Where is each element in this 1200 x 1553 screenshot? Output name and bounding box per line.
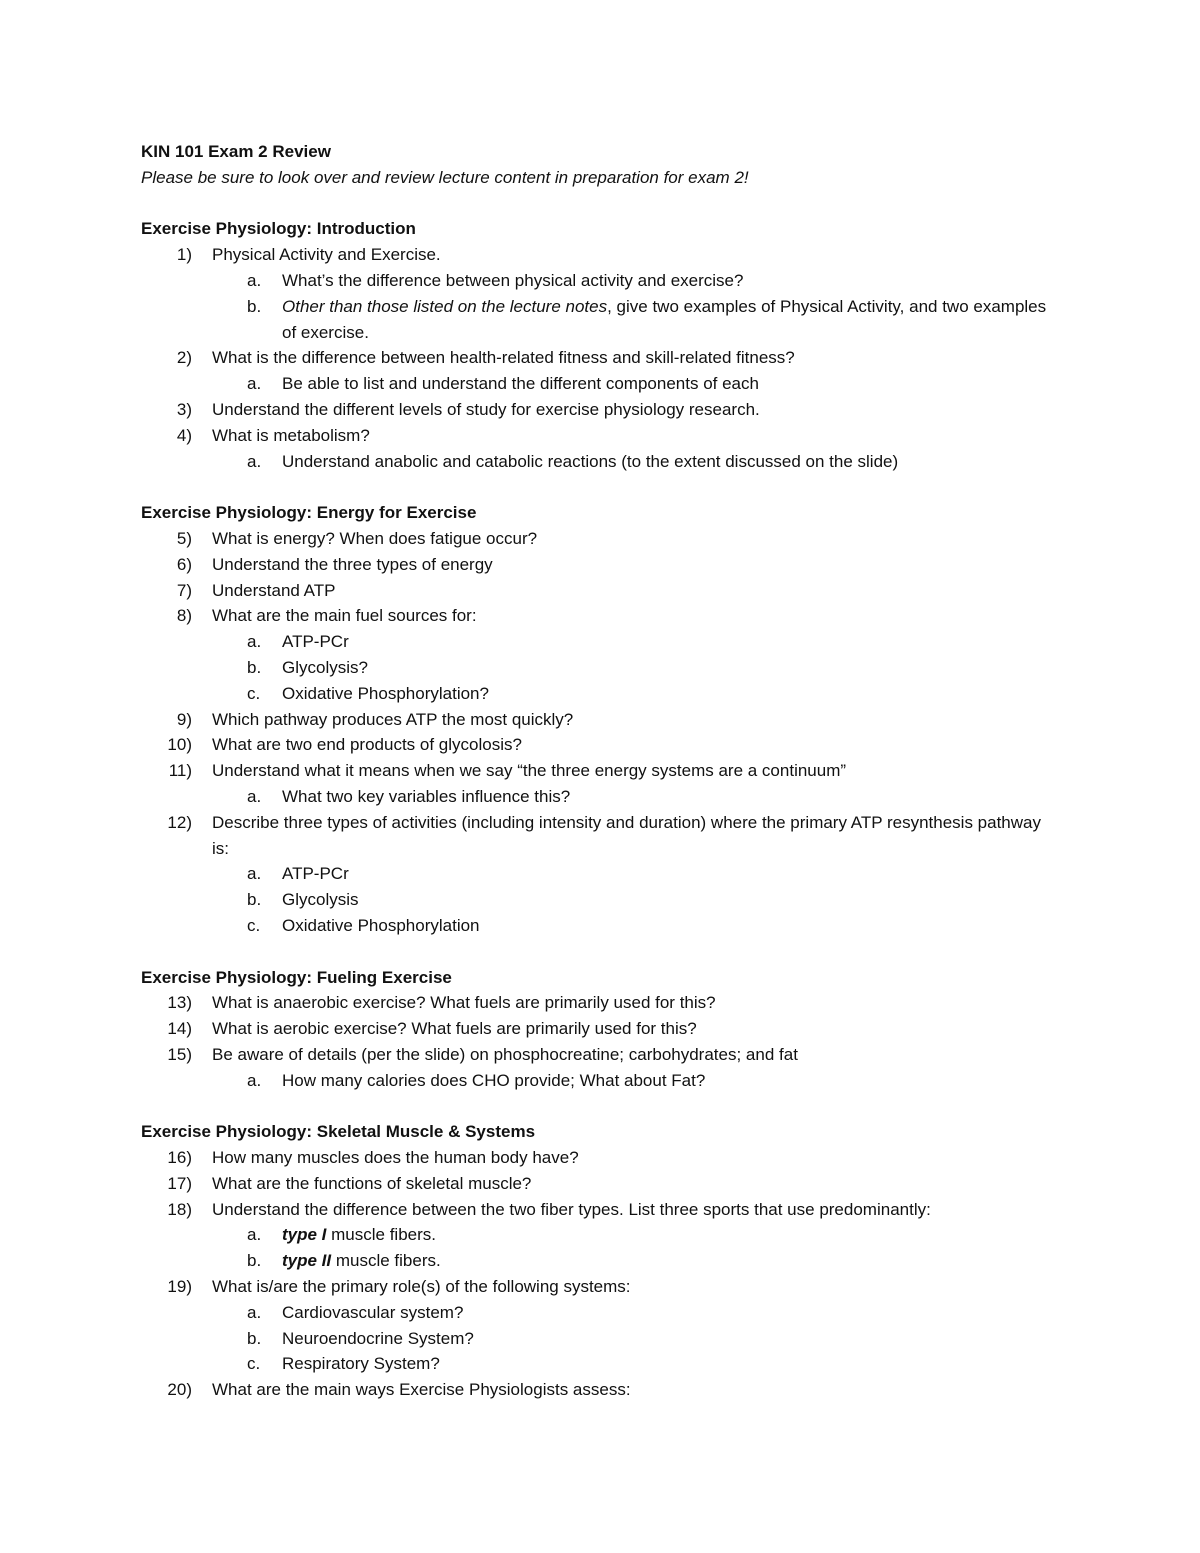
question-text: What is energy? When does fatigue occur? (212, 528, 538, 548)
sub-item (141, 268, 1061, 294)
question-item (141, 1171, 1061, 1197)
sub-item (141, 1222, 1061, 1248)
question-number: 1) (176, 245, 192, 265)
sub-item-emphasis: type I (282, 1225, 327, 1245)
sub-item-text: Oxidative Phosphorylation? (282, 683, 489, 703)
question-text: What are the main ways Exercise Physiologists assess: (212, 1380, 631, 1400)
question-number: 6) (176, 554, 192, 574)
sub-item-letter: a. (247, 1225, 262, 1245)
sub-item-text: What’s the difference between physical activity and exercise? (282, 270, 744, 290)
section-heading: Exercise Physiology: Skeletal Muscle & Systems (141, 1122, 536, 1142)
sub-item-text: Cardiovascular system? (282, 1302, 464, 1322)
question-item (141, 423, 1061, 449)
question-number: 19) (167, 1277, 192, 1297)
question-text: What is metabolism? (212, 425, 370, 445)
sub-item-letter: b. (247, 657, 262, 677)
sub-item-text: Be able to list and understand the different components of each (282, 374, 759, 394)
question-item (141, 1197, 1061, 1223)
section-introduction (141, 216, 1061, 474)
sub-item (141, 629, 1061, 655)
sub-item (141, 861, 1061, 887)
question-text: What is the difference between health-related fitness and skill-related fitness? (212, 348, 795, 368)
sub-item-text: ATP-PCr (282, 632, 349, 652)
question-item (141, 552, 1061, 578)
question-number: 3) (176, 399, 192, 419)
sub-item-text: Neuroendocrine System? (282, 1328, 474, 1348)
question-number: 5) (176, 528, 192, 548)
sub-item-emphasis: type II (282, 1251, 332, 1271)
sub-item-letter: c. (247, 915, 261, 935)
question-item (141, 1042, 1061, 1068)
question-item (141, 345, 1061, 371)
question-number: 15) (167, 1044, 192, 1064)
question-text: Understand the difference between the two fiber types. List three sports that use predominantly: (212, 1199, 931, 1219)
document-title: KIN 101 Exam 2 Review (141, 142, 331, 161)
sub-item-text: How many calories does CHO provide; What about Fat? (282, 1070, 706, 1090)
question-item (141, 732, 1061, 758)
sub-item-text: Glycolysis? (282, 657, 368, 677)
sub-item (141, 887, 1061, 913)
question-text: Physical Activity and Exercise. (212, 245, 441, 265)
sub-item (141, 1068, 1061, 1094)
sub-item (141, 1351, 1061, 1377)
question-text: Understand what it means when we say “the three energy systems are a continuum” (212, 761, 847, 781)
question-number: 11) (168, 761, 192, 781)
sub-item-letter: c. (247, 1354, 261, 1374)
question-item (141, 990, 1061, 1016)
question-item (141, 1274, 1061, 1300)
sub-item-text: Respiratory System? (282, 1354, 440, 1374)
spacer (141, 191, 1061, 217)
question-number: 7) (176, 580, 192, 600)
sub-item-text: Oxidative Phosphorylation (282, 915, 480, 935)
section-heading: Exercise Physiology: Energy for Exercise (141, 503, 477, 523)
question-number: 4) (176, 425, 192, 445)
question-number: 20) (167, 1380, 192, 1400)
spacer (141, 939, 1061, 965)
sub-item (141, 294, 1061, 346)
question-item (141, 758, 1061, 784)
question-number: 9) (176, 709, 192, 729)
sub-item-text: ATP-PCr (282, 864, 349, 884)
question-item (141, 242, 1061, 268)
section-heading: Exercise Physiology: Introduction (141, 219, 416, 239)
spacer (141, 1093, 1061, 1119)
question-number: 8) (176, 606, 192, 626)
sub-item-text: , give two examples of Physical Activity, and two examples of exercise. (282, 296, 1047, 342)
sub-item-letter: a. (247, 270, 262, 290)
question-text: How many muscles does the human body have? (212, 1148, 579, 1168)
section-skeletal-muscle-systems (141, 1119, 1061, 1403)
sub-item (141, 1248, 1061, 1274)
question-number: 13) (167, 993, 192, 1013)
sub-item (141, 681, 1061, 707)
question-item (141, 707, 1061, 733)
sub-item (141, 913, 1061, 939)
sub-item-italic-lead: Other than those listed on the lecture notes (282, 296, 608, 316)
spacer (141, 474, 1061, 500)
question-text: Which pathway produces ATP the most quickly? (212, 709, 574, 729)
sub-item (141, 655, 1061, 681)
sub-item-letter: a. (247, 864, 262, 884)
question-item (141, 1016, 1061, 1042)
sub-item (141, 371, 1061, 397)
question-item (141, 1145, 1061, 1171)
question-item (141, 1377, 1061, 1403)
sub-item-letter: a. (247, 451, 262, 471)
question-item (141, 578, 1061, 604)
question-item (141, 810, 1061, 862)
section-energy-for-exercise (141, 500, 1061, 939)
sub-item (141, 784, 1061, 810)
question-number: 2) (176, 348, 192, 368)
sub-item-letter: b. (247, 296, 262, 316)
sub-item-letter: c. (247, 683, 261, 703)
sub-item-text: What two key variables influence this? (282, 786, 571, 806)
question-text: Be aware of details (per the slide) on phosphocreatine; carbohydrates; and fat (212, 1044, 798, 1064)
sub-item-letter: a. (247, 786, 262, 806)
question-item (141, 397, 1061, 423)
sub-item-text: muscle fibers. (326, 1225, 436, 1245)
question-text: What are the functions of skeletal muscle? (212, 1173, 532, 1193)
sub-item-letter: b. (247, 890, 262, 910)
question-text: Understand the different levels of study for exercise physiology research. (212, 399, 760, 419)
sub-item (141, 449, 1061, 475)
sub-item-letter: a. (247, 1302, 262, 1322)
sub-item-letter: b. (247, 1328, 262, 1348)
sub-item (141, 1300, 1061, 1326)
sub-item-letter: b. (247, 1251, 262, 1271)
sub-item-letter: a. (247, 632, 262, 652)
question-number: 18) (167, 1199, 192, 1219)
question-number: 12) (167, 812, 192, 832)
document-subtitle: Please be sure to look over and review lecture content in preparation for exam 2! (141, 167, 749, 187)
question-number: 16) (167, 1148, 192, 1168)
question-text: What is anaerobic exercise? What fuels are primarily used for this? (212, 993, 716, 1013)
sub-item-text: Glycolysis (282, 890, 359, 910)
question-text: Describe three types of activities (including intensity and duration) where the primary ATP resynthesis pathway is: (212, 812, 1041, 858)
sub-item-letter: a. (247, 374, 262, 394)
sub-item-text: Understand anabolic and catabolic reactions (to the extent discussed on the slide) (282, 451, 899, 471)
sub-item-letter: a. (247, 1070, 262, 1090)
question-item (141, 603, 1061, 629)
question-text: Understand the three types of energy (212, 554, 493, 574)
section-heading: Exercise Physiology: Fueling Exercise (141, 967, 452, 987)
document-content (141, 139, 1061, 1403)
sub-item-text: muscle fibers. (331, 1251, 441, 1271)
question-text: What are two end products of glycolosis? (212, 735, 522, 755)
question-text: What are the main fuel sources for: (212, 606, 477, 626)
question-number: 14) (167, 1019, 192, 1039)
section-fueling-exercise (141, 965, 1061, 1094)
question-text: Understand ATP (212, 580, 336, 600)
sub-item (141, 1326, 1061, 1352)
question-number: 17) (167, 1173, 192, 1193)
question-number: 10) (167, 735, 192, 755)
question-text: What is/are the primary role(s) of the following systems: (212, 1277, 631, 1297)
question-item (141, 526, 1061, 552)
question-text: What is aerobic exercise? What fuels are primarily used for this? (212, 1019, 697, 1039)
